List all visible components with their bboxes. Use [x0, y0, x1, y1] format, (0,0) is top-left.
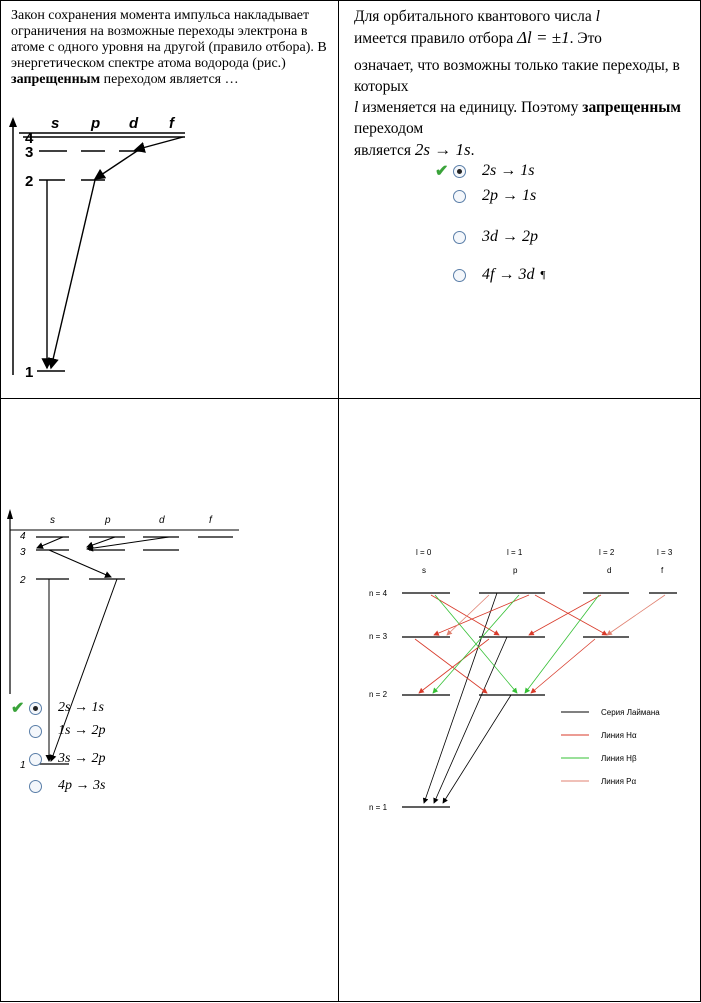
option-4[interactable]: 4f → 3d ¶: [453, 266, 545, 284]
col-label-p: p: [513, 566, 518, 575]
level-label-1: 1: [20, 760, 26, 771]
option-2[interactable]: 1s → 2p: [29, 723, 105, 739]
col-label-d: d: [607, 566, 612, 575]
energy-level-diagram: [1, 113, 340, 393]
level-label-4: 4: [20, 531, 26, 542]
col-label-p: p: [91, 115, 101, 132]
check-icon: ✔: [435, 163, 449, 180]
level-label-n4: n = 4: [369, 589, 388, 598]
col-label-d: d: [159, 515, 165, 526]
option-3[interactable]: 3d → 2p: [453, 228, 538, 246]
col-label-f: f: [661, 566, 664, 575]
col-label-s: s: [50, 515, 55, 526]
answer-cell-1: [338, 0, 701, 399]
col-label-s: s: [51, 115, 60, 132]
radio-selected-icon[interactable]: [29, 702, 42, 715]
legend-lyman: Серия Лаймана: [601, 708, 660, 717]
col-label-p: p: [105, 515, 111, 526]
option-1[interactable]: ✔ 2s → 1s: [435, 162, 535, 180]
level-label-n1: n = 1: [369, 803, 388, 812]
hydrogen-transitions-diagram: [339, 399, 701, 1003]
radio-icon[interactable]: [29, 753, 42, 766]
radio-icon[interactable]: [453, 190, 466, 203]
level-label-2: 2: [20, 575, 26, 586]
l-label-2: l = 2: [599, 548, 615, 557]
col-label-s: s: [422, 566, 426, 575]
radio-icon[interactable]: [453, 231, 466, 244]
option-1[interactable]: ✔ 2s → 1s: [11, 700, 104, 717]
pilcrow-mark: ¶: [540, 269, 546, 281]
col-label-d: d: [129, 115, 139, 132]
l-label-1: l = 1: [507, 548, 523, 557]
option-3[interactable]: 3s → 2p: [29, 751, 105, 767]
level-label-3: 3: [20, 547, 26, 558]
explanation-text: Для орбитального квантового числа l имеется правило отбора Δl = ±1. Это означает, что возможны только такие переходы, в которых l изменяется на единицу. Поэтому запрещенным переходом является 2s → 1s.: [354, 8, 681, 159]
radio-icon[interactable]: [29, 725, 42, 738]
level-label-1: 1: [25, 364, 34, 381]
radio-selected-icon[interactable]: [453, 165, 466, 178]
option-2[interactable]: 2p → 1s: [453, 187, 536, 205]
col-label-f: f: [169, 115, 174, 132]
level-label-4: 4: [25, 130, 34, 147]
level-label-n3: n = 3: [369, 632, 388, 641]
l-label-0: l = 0: [416, 548, 432, 557]
option-4[interactable]: 4p → 3s: [29, 778, 105, 794]
radio-icon[interactable]: [453, 269, 466, 282]
level-label-3: 3: [25, 144, 34, 161]
answer-cell-2: [338, 398, 701, 1002]
radio-icon[interactable]: [29, 780, 42, 793]
legend-palpha: Линия Pα: [601, 777, 637, 786]
legend-halpha: Линия Hα: [601, 731, 637, 740]
check-icon: ✔: [11, 700, 25, 717]
level-label-2: 2: [25, 173, 34, 190]
col-label-f: f: [209, 515, 212, 526]
level-label-n2: n = 2: [369, 690, 388, 699]
legend-hbeta: Линия Hβ: [601, 754, 637, 763]
question-text: Закон сохранения момента импульса накладывает ограничения на возможные переходы электрона в атоме с одного уровня на другой (правило отбора). В энергетическом спектре атома водорода (рис.) запрещенным переходом является …: [11, 8, 327, 87]
question-cell-2: [0, 398, 339, 1002]
l-label-3: l = 3: [657, 548, 673, 557]
question-cell-1: [0, 0, 339, 399]
